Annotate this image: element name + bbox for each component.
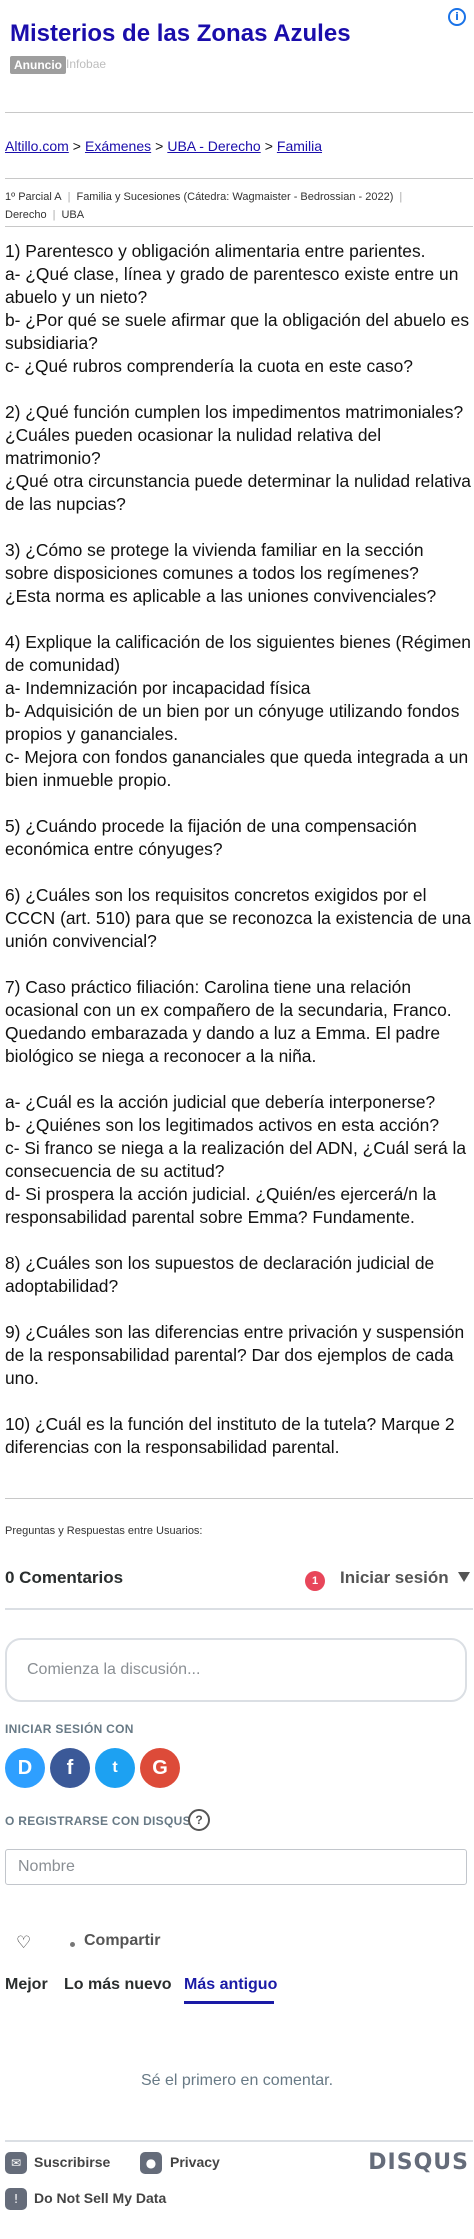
qa-label: Preguntas y Respuestas entre Usuarios: [5,1525,203,1537]
facebook-login-icon[interactable]: f [50,1748,90,1788]
divider [5,178,473,179]
ad-banner[interactable] [0,0,474,110]
meta-university: UBA [61,209,85,221]
lock-icon[interactable]: ● [140,2152,162,2174]
question: 5) ¿Cuándo procede la fijación de una compensación económica entre cónyuges? [5,816,417,859]
footer-divider [5,2140,473,2142]
question: 6) ¿Cuáles son los requisitos concretos exigidos por el CCCN (art. 510) para que se reconozca la existencia de una unión convivencial? [5,885,471,951]
register-label: O REGISTRARSE CON DISQUS [5,1814,191,1828]
info-icon[interactable]: i [448,8,466,26]
sort-oldest[interactable]: Más antiguo [184,1976,278,1993]
breadcrumb-separator: > [155,138,164,154]
separator-dot [70,1942,75,1947]
notification-badge[interactable]: 1 [305,1571,325,1591]
question: 10) ¿Cuál es la función del instituto de la tutela? Marque 2 diferencias con la responsabilidad parental. [5,1414,455,1457]
caret-down-icon[interactable] [458,1572,470,1582]
question: 9) ¿Cuáles son las diferencias entre privación y suspensión de la responsabilidad parental? Dar dos ejemplos de cada uno. [5,1322,465,1388]
question: 1) Parentesco y obligación alimentaria entre parientes. a- ¿Qué clase, línea y grado de parentesco existe entre un abuelo y un nieto? b- ¿Por qué se suele afirmar que la obligación del abuelo es subsidiaria? c- ¿Qué rubros comprendería la cuota en este caso? [5,241,470,376]
name-input[interactable] [5,1849,467,1885]
breadcrumb [5,138,322,154]
disqus-login-icon[interactable]: D [5,1748,45,1788]
google-login-icon[interactable]: G [140,1748,180,1788]
active-sort-underline [184,2001,274,2004]
ad-title[interactable]: Misterios de las Zonas Azules [10,20,351,47]
question: 8) ¿Cuáles son los supuestos de declaración judicial de adoptabilidad? [5,1253,435,1296]
question: 4) Explique la calificación de los siguientes bienes (Régimen de comunidad) a- Indemnización por incapacidad física b- Adquisición de un bien por un cónyuge utilizando fondos propios y gananciales. c- Mejora con fondos gananciales que queda integrada a un bien inmueble propio. [5,632,471,790]
share-button[interactable]: Compartir [84,1932,161,1949]
alert-icon[interactable]: ! [5,2188,27,2210]
breadcrumb-link-uba-derecho[interactable]: UBA - Derecho [167,138,261,154]
help-icon[interactable]: ? [188,1809,210,1831]
twitter-login-icon[interactable]: t [95,1748,135,1788]
do-not-sell-link[interactable]: Do Not Sell My Data [34,2190,167,2206]
discussion-input[interactable]: Comienza la discusión... [5,1638,467,1702]
breadcrumb-link-familia[interactable]: Familia [276,138,323,154]
subscribe-link[interactable]: Suscribirse [34,2154,111,2170]
exam-content [5,240,471,1482]
disqus-logo[interactable]: DISQUS [368,2150,469,2175]
question: a- ¿Cuál es la acción judicial que debería interponerse? b- ¿Quiénes son los legitimados activos en esta acción? c- Si franco se niega a la realización del ADN, ¿Cuál será la consecuencia de su actitud? d- Si prospera la acción judicial. ¿Quién/es ejercerá/n la responsabilidad parental sobre Emma? Fundamente. [5,1092,467,1227]
login-menu[interactable]: Iniciar sesión [340,1568,449,1587]
meta-exam: 1º Parcial A [5,191,62,203]
mail-icon[interactable]: ✉ [5,2152,27,2174]
meta-career: Derecho [5,209,47,221]
meta-subject: Familia y Sucesiones (Cátedra: Wagmaister - Bedrossian - 2022) [76,191,394,203]
breadcrumb-link-examenes[interactable]: Exámenes [84,138,152,154]
question: 3) ¿Cómo se protege la vivienda familiar en la sección sobre disposiciones comunes a todos los regímenes? ¿Esta norma es aplicable a las uniones convivenciales? [5,540,437,606]
divider [5,112,473,113]
question: 7) Caso práctico filiación: Carolina tiene una relación ocasional con un ex compañero de la secundaria, Franco. Quedando embarazada y dando a luz a Emma. El padre biológico se niega a reconocer a la niña. [5,977,452,1066]
breadcrumb-separator: > [264,138,273,154]
ad-source: Infobae [66,57,107,71]
breadcrumb-link-altillo[interactable]: Altillo.com [5,138,69,154]
empty-state-text: Sé el primero en comentar. [140,2072,334,2089]
privacy-link[interactable]: Privacy [170,2154,220,2170]
sort-newest[interactable]: Lo más nuevo [64,1976,172,1993]
question: 2) ¿Qué función cumplen los impedimentos matrimoniales? ¿Cuáles pueden ocasionar la nulidad relativa del matrimonio? ¿Qué otra circunstancia puede determinar la nulidad relativa de las nupcias? [5,402,471,514]
heart-icon[interactable]: ♡ [16,1933,32,1953]
divider [5,1498,473,1499]
divider [5,1608,473,1610]
breadcrumb-separator: > [72,138,81,154]
comments-count: 0 Comentarios [5,1568,124,1587]
sort-best[interactable]: Mejor [5,1976,48,1993]
exam-meta: 1º Parcial A | Familia y Sucesiones (Cátedra: Wagmaister - Bedrossian - 2022) | Derecho | UBA [5,191,403,221]
ad-badge: Anuncio [10,56,66,74]
divider [5,226,473,227]
login-with-label: INICIAR SESIÓN CON [5,1722,134,1736]
